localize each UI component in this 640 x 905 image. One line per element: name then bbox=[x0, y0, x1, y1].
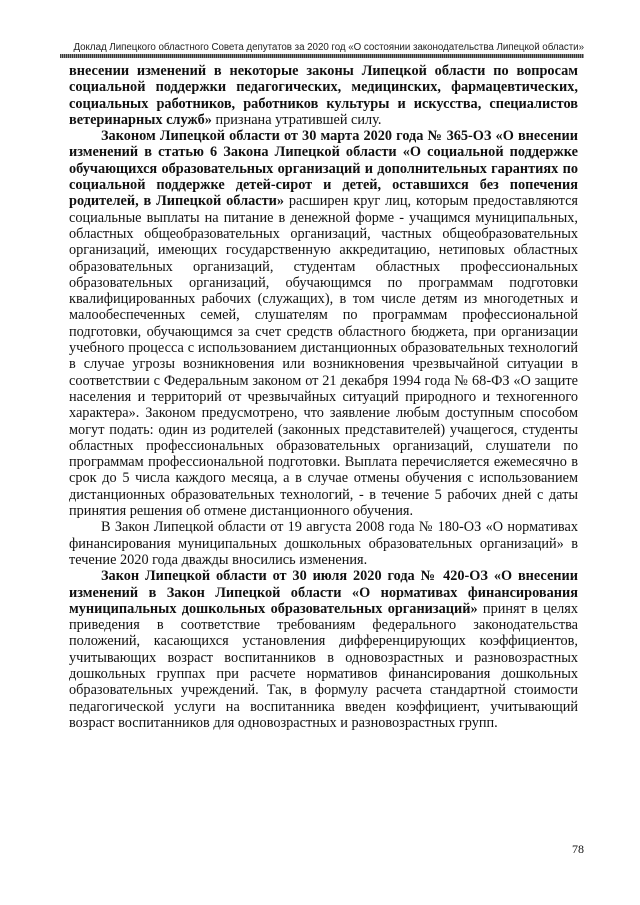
paragraph-text: принят в целях приведения в соответствие требованиям федерального законодательства положений, касающихся установления дифференцирующих коэффициентов, учитывающих возраст воспитанников в одновозрастных и разновозрастных дошкольных группах при расчете нормативов финансирования дошкольных образовательных учреждений. Так, в формулу расчета стандартной стоимости педагогической услуги на воспитанника введен коэффициент, учитывающий возраст воспитанников для одновозрастных и разновозрастных групп. bbox=[69, 600, 578, 731]
header-divider bbox=[60, 54, 584, 58]
paragraph-text: расширен круг лиц, которым предоставляются социальные выплаты на питание в денежной форме - учащимся муниципальных, областных общеобразовательных организаций, частных общеобразовательных организаций, имеющих государственную аккредитацию, нетиповых областных образовательных организаций, студентам областных профессиональных образовательных организаций, обучающимся по программам подготовки квалифицированных рабочих (служащих), в том числе детям из многодетных и малообеспеченных семей, слушателям по программам профессиональной подготовки, обучающимся за счет средств областного бюджета, при организации учебного процесса с использованием дистанционных образовательных технологий в случае угрозы возникновения или возникновения чрезвычайной ситуации в соответствии с Федеральным законом от 21 декабря 1994 года № 68-ФЗ «О защите населения и территорий от чрезвычайных ситуаций природного и техногенного характера». Законом предусмотрено, что заявление любым доступным способом могут подать: один из родителей (законных представителей) учащегося, студенты областных профессиональных образовательных организаций, слушатели по программам профессиональной подготовки. Выплата перечисляется ежемесячно в срок до 5 числа каждого месяца, а в случае отмены обучения с использованием дистанционных образовательных технологий, - в течение 5 рабочих дней с даты принятия решения об отмене дистанционного обучения. bbox=[69, 193, 578, 520]
paragraph-text: признана утратившей силу. bbox=[211, 111, 382, 128]
paragraph bbox=[69, 63, 578, 128]
paragraph-bold-lead: внесении изменений в некоторые законы Липецкой области по вопросам социальной поддержки педагогических, медицинских, фармацевтических, социальных работников, работников культуры и искусства, специалистов ветеринарных служб» bbox=[69, 63, 578, 128]
paragraph bbox=[69, 568, 578, 731]
paragraph bbox=[69, 128, 578, 519]
paragraph-bold-lead: Законом Липецкой области от 30 марта 2020 года № 365-ОЗ «О внесении изменений в статью 6 Закона Липецкой области «О социальной поддержке обучающихся образовательных организаций и дополнительных гарантиях по социальной поддержке детей-сирот и детей, оставшихся без попечения родителей, в Липецкой области» bbox=[69, 128, 578, 210]
paragraph-bold-lead: Закон Липецкой области от 30 июля 2020 года № 420-ОЗ «О внесении изменений в Закон Липецкой области «О нормативах финансирования муниципальных дошкольных образовательных организаций» bbox=[69, 568, 578, 617]
page-number: 78 bbox=[572, 842, 584, 856]
running-header: Доклад Липецкого областного Совета депутатов за 2020 год «О состоянии законодательства Липецкой области» bbox=[73, 42, 584, 53]
document-body bbox=[69, 63, 578, 731]
paragraph-text: В Закон Липецкой области от 19 августа 2008 года № 180-ОЗ «О нормативах финансирования муниципальных дошкольных образовательных организаций» в течение 2020 года дважды вносились изменения. bbox=[69, 519, 578, 568]
paragraph bbox=[69, 519, 578, 568]
